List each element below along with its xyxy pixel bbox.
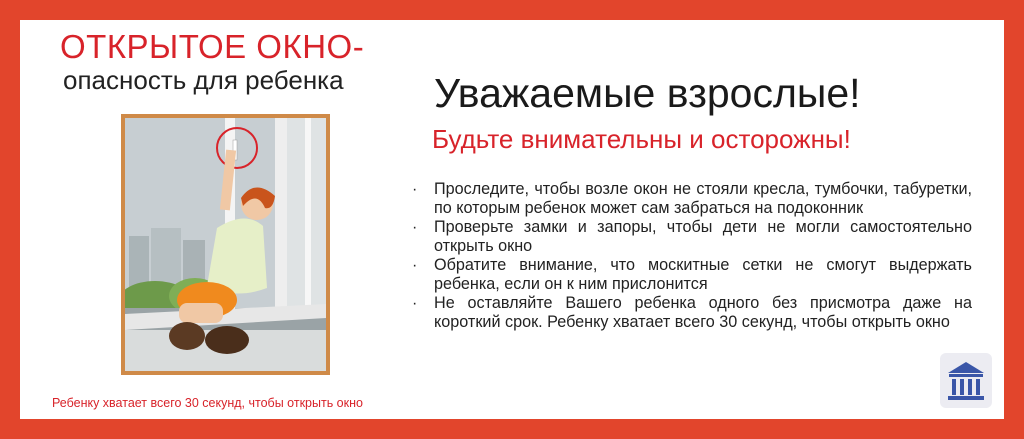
illustration-svg — [125, 118, 326, 371]
tip-text: Обратите внимание, что москитные сетки не смогут выдержать ребенка, если он к ним прислонится — [434, 256, 972, 293]
logo-badge — [940, 353, 992, 408]
list-item — [410, 180, 972, 218]
list-item — [410, 218, 972, 256]
main-heading: Уважаемые взрослые! — [434, 70, 861, 116]
list-item — [410, 294, 972, 332]
bullet-icon: · — [412, 257, 418, 274]
building-columns-icon — [940, 353, 992, 408]
warning-subheading: Будьте внимательны и осторожны! — [432, 124, 851, 154]
poster-subtitle: опасность для ребенка — [63, 65, 344, 95]
bullet-icon: · — [412, 295, 418, 312]
child-at-window-illustration — [121, 114, 330, 375]
tip-text: Проследите, чтобы возле окон не стояли кресла, тумбочки, табуретки, по которым ребенок может сам забраться на подоконник — [434, 180, 972, 217]
poster-title: ОТКРЫТОЕ ОКНО- — [60, 28, 365, 65]
tip-text: Не оставляйте Вашего ребенка одного без присмотра даже на короткий срок. Ребенку хватает всего 30 секунд, чтобы открыть окно — [434, 294, 972, 331]
bullet-icon: · — [412, 181, 418, 198]
illustration-caption: Ребенку хватает всего 30 секунд, чтобы открыть окно — [52, 396, 363, 410]
bullet-icon: · — [412, 219, 418, 236]
tip-text: Проверьте замки и запоры, чтобы дети не могли самостоятельно открыть окно — [434, 218, 972, 255]
safety-tips-list — [410, 180, 972, 332]
list-item — [410, 256, 972, 294]
poster-body — [20, 20, 1004, 419]
